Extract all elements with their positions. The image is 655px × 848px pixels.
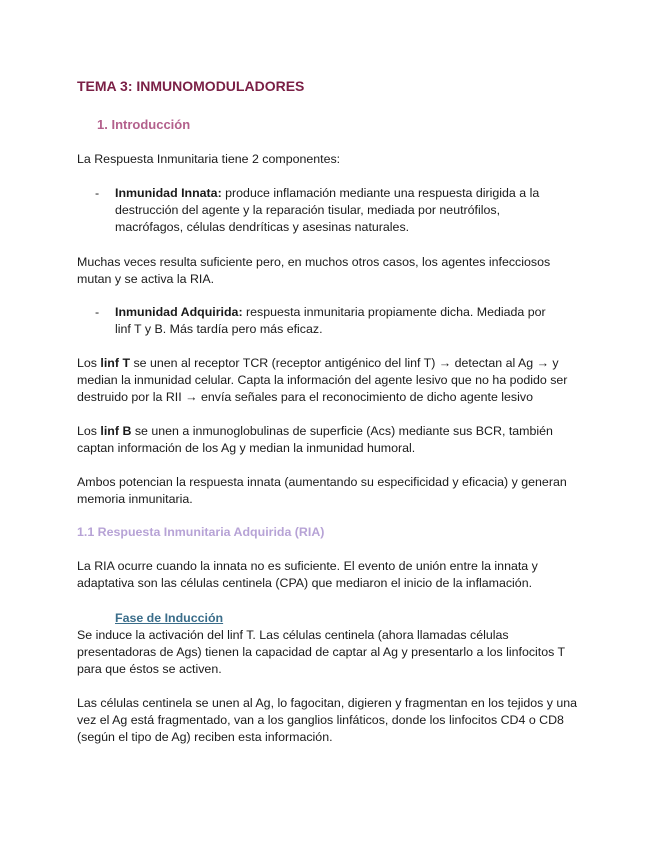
innate-description: produce inflamación mediante una respuesta dirigida a la destrucción del agente y la reparación tisular, mediada por neutrófilos, macrófagos, células dendríticas y asesinas naturales.	[115, 186, 540, 234]
term-linf-b: linf B	[100, 424, 132, 438]
section-heading-introduction: 1. Introducción	[97, 117, 191, 132]
paragraph-linf-b	[77, 423, 582, 457]
paragraph-ria: La RIA ocurre cuando la innata no es suficiente. El evento de unión entre la innata y adaptativa son las células centinela (CPA) que mediaron el inicio de la inflamación.	[77, 559, 538, 590]
document-title: TEMA 3: INMUNOMODULADORES	[77, 78, 305, 94]
linf-b-prefix: Los	[77, 424, 101, 438]
linf-t-prefix: Los	[77, 356, 101, 370]
term-linf-t: linf T	[100, 356, 131, 370]
paragraph-sentinel-cells: Las células centinela se unen al Ag, lo fagocitan, digieren y fragmentan en los tejidos y una vez el Ag está fragmentado, van a los ganglios linfáticos, donde los linfocitos CD4 o CD8 (según el tipo de Ag) reciben esta información.	[77, 696, 578, 744]
paragraph-both-potentiate: Ambos potencian la respuesta innata (aumentando su especificidad y eficacia) y generan memoria inmunitaria.	[77, 475, 567, 506]
acquired-description: respuesta inmunitaria propiamente dicha. Mediada por linf T y B. Más tardía pero más eficaz.	[115, 305, 546, 336]
paragraph-linf-t	[77, 355, 582, 406]
phase-heading-induction: Fase de Inducción	[115, 611, 224, 625]
bullet-text	[115, 304, 550, 338]
term-innate: Inmunidad Innata:	[115, 186, 222, 200]
intro-paragraph: La Respuesta Inmunitaria tiene 2 componentes:	[77, 152, 341, 166]
subsection-heading-ria: 1.1 Respuesta Inmunitaria Adquirida (RIA)	[77, 525, 325, 539]
bullet-text	[115, 185, 550, 236]
bullet-innate-immunity	[95, 185, 550, 236]
linf-b-description: se unen a inmunoglobulinas de superficie (Acs) mediante sus BCR, también captan información de los Ag y median la inmunidad humoral.	[77, 424, 553, 455]
bullet-dash: -	[95, 305, 100, 319]
term-acquired: Inmunidad Adquirida:	[115, 305, 243, 319]
paragraph-induction: Se induce la activación del linf T. Las células centinela (ahora llamadas células presentadoras de Ags) tienen la capacidad de captar al Ag y presentarlo a los linfocitos T para que éstos se activen.	[77, 628, 565, 676]
bullet-acquired-immunity	[95, 304, 550, 338]
bullet-dash: -	[95, 186, 100, 200]
paragraph-often-sufficient: Muchas veces resulta suficiente pero, en muchos otros casos, los agentes infecciosos mutan y se activa la RIA.	[77, 255, 551, 286]
linf-t-description: se unen al receptor TCR (receptor antigénico del linf T) → detectan al Ag → y median la inmunidad celular. Capta la información del agente lesivo que no ha podido ser destruido por la RII → envía señales para el reconocimiento de dicho agente lesivo	[77, 356, 568, 404]
